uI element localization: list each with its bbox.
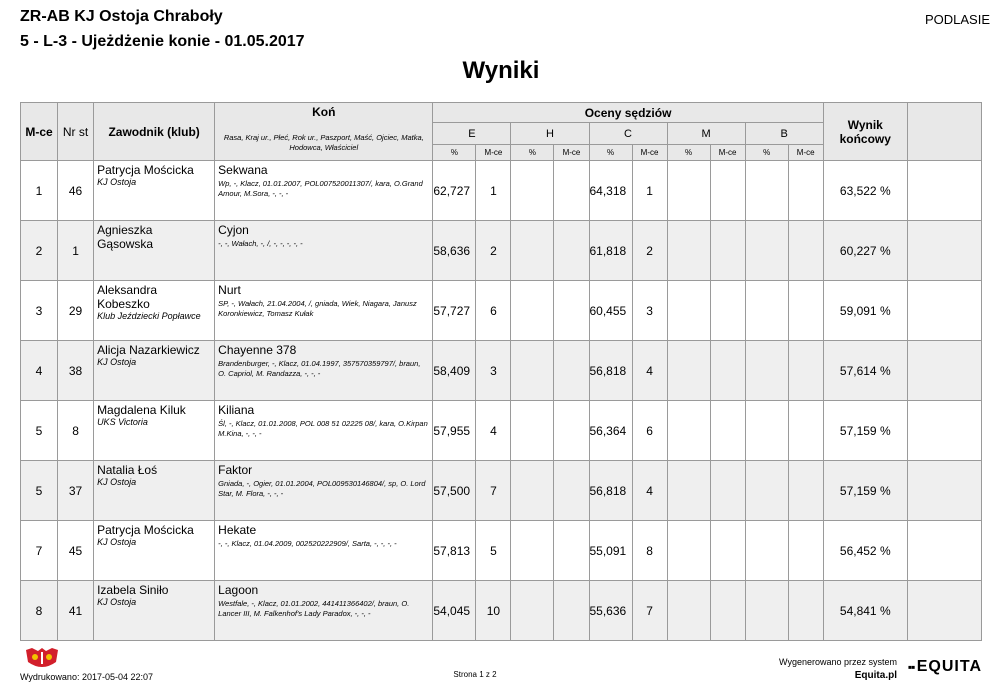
judge-c-header: C [589, 123, 667, 145]
score-m-place [710, 521, 745, 581]
horse-details: Brandenburger, -, Klacz, 01.04.1997, 357570359797/, braun, O. Capriol, M. Randazza, -, -, - [218, 359, 421, 378]
horse-cell [215, 461, 433, 521]
horse-name: Sekwana [218, 163, 268, 177]
rider-club: KJ Ostoja [97, 357, 137, 367]
col-empty-header [907, 103, 981, 161]
score-m-pct [667, 341, 710, 401]
score-b-place [788, 161, 823, 221]
score-e-place: 1 [476, 161, 511, 221]
horse-details: SP, -, Wałach, 21.04.2004, /, gniada, Wiek, Niagara, Janusz Koronkiewicz, Tomasz Kułak [218, 299, 417, 318]
rider-club: Klub Jeździecki Popławce [97, 311, 201, 321]
rider-cell [94, 221, 215, 281]
place-cell: 5 [21, 461, 58, 521]
empty-cell [907, 281, 981, 341]
empty-cell [907, 521, 981, 581]
score-e-pct: 58,636 [433, 221, 476, 281]
place-cell: 5 [21, 401, 58, 461]
score-c-place: 4 [632, 461, 667, 521]
judge-b-header: B [745, 123, 823, 145]
score-h-pct [511, 341, 554, 401]
nr-cell: 29 [58, 281, 94, 341]
rider-cell [94, 341, 215, 401]
page-number: Strona 1 z 2 [453, 670, 497, 679]
score-m-place [710, 461, 745, 521]
horse-cell [215, 221, 433, 281]
empty-cell [907, 581, 981, 641]
rider-cell [94, 281, 215, 341]
judge-h-place-label: M-ce [554, 145, 589, 161]
horse-cell [215, 401, 433, 461]
judge-e-pct-label: % [433, 145, 476, 161]
place-cell: 8 [21, 581, 58, 641]
score-h-pct [511, 521, 554, 581]
score-c-pct: 61,818 [589, 221, 632, 281]
event-organizer: ZR-AB KJ Ostoja Chraboły [20, 8, 223, 25]
score-h-pct [511, 161, 554, 221]
horse-details: -, -, Klacz, 01.04.2009, 002520222909/, Sarta, -, -, -, - [218, 539, 397, 548]
federation-logo-icon [22, 646, 62, 670]
score-c-pct: 55,091 [589, 521, 632, 581]
horse-name: Faktor [218, 463, 253, 477]
score-c-place: 2 [632, 221, 667, 281]
col-nr-header: Nr st [58, 103, 94, 161]
score-h-place [554, 161, 589, 221]
score-m-pct [667, 581, 710, 641]
judge-h-pct-label: % [511, 145, 554, 161]
place-cell: 2 [21, 221, 58, 281]
score-m-place [710, 581, 745, 641]
score-e-place: 10 [476, 581, 511, 641]
score-m-pct [667, 161, 710, 221]
final-result: 57,614 % [823, 341, 907, 401]
score-m-pct [667, 521, 710, 581]
horse-name: Nurt [218, 283, 241, 297]
col-place-header: M-ce [21, 103, 58, 161]
rider-club: KJ Ostoja [97, 477, 137, 487]
score-c-pct: 56,364 [589, 401, 632, 461]
score-b-place [788, 221, 823, 281]
horse-cell [215, 281, 433, 341]
score-c-place: 8 [632, 521, 667, 581]
score-b-place [788, 461, 823, 521]
score-m-pct [667, 221, 710, 281]
horse-name: Chayenne 378 [218, 343, 297, 357]
printed-timestamp: Wydrukowano: 2017-05-04 22:07 [20, 672, 154, 682]
generated-by: Wygenerowano przez system Equita.pl [779, 657, 897, 681]
score-c-pct: 56,818 [589, 341, 632, 401]
judge-b-pct-label: % [745, 145, 788, 161]
score-m-pct [667, 401, 710, 461]
rider-cell [94, 161, 215, 221]
final-result: 60,227 % [823, 221, 907, 281]
horse-cell [215, 581, 433, 641]
table-row [21, 401, 982, 461]
judge-m-pct-label: % [667, 145, 710, 161]
score-e-pct: 58,409 [433, 341, 476, 401]
site-link[interactable]: Equita.pl [854, 670, 897, 681]
score-e-place: 5 [476, 521, 511, 581]
judge-b-place-label: M-ce [788, 145, 823, 161]
score-h-place [554, 461, 589, 521]
nr-cell: 45 [58, 521, 94, 581]
table-row [21, 161, 982, 221]
rider-cell [94, 461, 215, 521]
score-m-place [710, 221, 745, 281]
score-c-pct: 55,636 [589, 581, 632, 641]
horse-cell [215, 161, 433, 221]
nr-cell: 41 [58, 581, 94, 641]
empty-cell [907, 161, 981, 221]
rider-club: UKS Victoria [97, 417, 148, 427]
score-m-place [710, 341, 745, 401]
page-title: Wyniki [462, 57, 540, 84]
score-h-pct [511, 281, 554, 341]
rider-name: Patrycja Mościcka [97, 163, 194, 177]
score-e-pct: 57,500 [433, 461, 476, 521]
horse-name: Lagoon [218, 583, 259, 597]
score-e-pct: 54,045 [433, 581, 476, 641]
score-e-place: 7 [476, 461, 511, 521]
judge-e-place-label: M-ce [476, 145, 511, 161]
score-b-pct [745, 161, 788, 221]
score-e-pct: 57,727 [433, 281, 476, 341]
horse-cell [215, 341, 433, 401]
table-row [21, 341, 982, 401]
rider-name: Alicja Nazarkiewicz [97, 343, 200, 357]
score-m-pct [667, 461, 710, 521]
region-label: PODLASIE [924, 12, 990, 27]
table-row [21, 221, 982, 281]
score-b-place [788, 581, 823, 641]
score-b-place [788, 341, 823, 401]
score-m-place [710, 161, 745, 221]
score-e-pct: 57,813 [433, 521, 476, 581]
results-table [20, 102, 982, 641]
score-b-pct [745, 581, 788, 641]
score-b-pct [745, 281, 788, 341]
score-b-place [788, 281, 823, 341]
score-m-place [710, 401, 745, 461]
judge-m-header: M [667, 123, 745, 145]
score-h-place [554, 341, 589, 401]
score-b-pct [745, 461, 788, 521]
horse-cell [215, 521, 433, 581]
empty-cell [907, 401, 981, 461]
score-b-pct [745, 401, 788, 461]
rider-name: Patrycja Mościcka [97, 523, 194, 537]
horse-details: -, -, Wałach, -, /, -, -, -, -, - [218, 239, 303, 248]
place-cell: 4 [21, 341, 58, 401]
place-cell: 3 [21, 281, 58, 341]
score-e-place: 3 [476, 341, 511, 401]
col-result-header: Wynik końcowy [823, 103, 907, 161]
final-result: 54,841 % [823, 581, 907, 641]
judge-c-pct-label: % [589, 145, 632, 161]
score-h-place [554, 281, 589, 341]
equita-logo: ▪▪ EQUITA [907, 658, 982, 675]
final-result: 63,522 % [823, 161, 907, 221]
final-result: 57,159 % [823, 461, 907, 521]
score-h-place [554, 221, 589, 281]
score-h-pct [511, 221, 554, 281]
col-judges-header: Oceny sędziów [433, 103, 823, 123]
score-c-place: 6 [632, 401, 667, 461]
rider-cell [94, 581, 215, 641]
score-h-pct [511, 461, 554, 521]
rider-club: KJ Ostoja [97, 597, 137, 607]
score-b-pct [745, 521, 788, 581]
place-cell: 1 [21, 161, 58, 221]
rider-club: KJ Ostoja [97, 177, 137, 187]
score-e-place: 2 [476, 221, 511, 281]
nr-cell: 38 [58, 341, 94, 401]
score-e-pct: 62,727 [433, 161, 476, 221]
judge-e-header: E [433, 123, 511, 145]
horse-name: Hekate [218, 523, 257, 537]
rider-name: Natalia Łoś [97, 463, 158, 477]
score-c-pct: 64,318 [589, 161, 632, 221]
score-c-place: 7 [632, 581, 667, 641]
score-e-place: 6 [476, 281, 511, 341]
score-h-place [554, 581, 589, 641]
competition-name: 5 - L-3 - Ujeżdżenie konie - 01.05.2017 [20, 33, 305, 50]
score-c-pct: 56,818 [589, 461, 632, 521]
table-row [21, 461, 982, 521]
judge-m-place-label: M-ce [710, 145, 745, 161]
empty-cell [907, 341, 981, 401]
place-cell: 7 [21, 521, 58, 581]
horse-details: Gniada, -, Ogier, 01.01.2004, POL009530146804/, sp, O. Lord Star, M. Flora, -, -, - [218, 479, 426, 498]
nr-cell: 8 [58, 401, 94, 461]
rider-name: Magdalena Kiluk [97, 403, 186, 417]
col-rider-header: Zawodnik (klub) [94, 103, 215, 161]
empty-cell [907, 461, 981, 521]
score-e-pct: 57,955 [433, 401, 476, 461]
score-e-place: 4 [476, 401, 511, 461]
horse-details: Westfale, -, Klacz, 01.01.2002, 441411366402/, braun, O. Lancer III, M. Falkenhof's Lady Paradox, -, -, - [218, 599, 410, 618]
horse-details: Śl, -, Klacz, 01.01.2008, POL 008 51 02225 08/, kara, O.Kirpan M.Kina, -, -, - [218, 419, 428, 438]
final-result: 57,159 % [823, 401, 907, 461]
final-result: 59,091 % [823, 281, 907, 341]
rider-name: Aleksandra Kobeszko [97, 283, 158, 311]
score-c-pct: 60,455 [589, 281, 632, 341]
score-c-place: 4 [632, 341, 667, 401]
rider-club: KJ Ostoja [97, 537, 137, 547]
nr-cell: 1 [58, 221, 94, 281]
horse-details: Wp, -, Klacz, 01.01.2007, POL007520011307/, kara, O.Grand Amour, M.Sora, -, -, - [218, 179, 423, 198]
horse-name: Cyjon [218, 223, 249, 237]
score-m-place [710, 281, 745, 341]
score-h-pct [511, 581, 554, 641]
score-b-place [788, 401, 823, 461]
judge-c-place-label: M-ce [632, 145, 667, 161]
horse-name: Kiliana [218, 403, 255, 417]
judge-h-header: H [511, 123, 589, 145]
final-result: 56,452 % [823, 521, 907, 581]
score-m-pct [667, 281, 710, 341]
rider-cell [94, 521, 215, 581]
empty-cell [907, 221, 981, 281]
score-h-place [554, 401, 589, 461]
score-c-place: 3 [632, 281, 667, 341]
nr-cell: 46 [58, 161, 94, 221]
col-horse-header: Koń Rasa, Kraj ur., Płeć, Rok ur., Paszport, Maść, Ojciec, Matka, Hodowca, Właściciel [215, 103, 433, 161]
table-row [21, 521, 982, 581]
score-h-place [554, 521, 589, 581]
score-c-place: 1 [632, 161, 667, 221]
table-row [21, 281, 982, 341]
rider-cell [94, 401, 215, 461]
table-row [21, 581, 982, 641]
rider-name: Agnieszka Gąsowska [97, 223, 154, 251]
rider-name: Izabela Siniło [97, 583, 169, 597]
score-b-pct [745, 341, 788, 401]
nr-cell: 37 [58, 461, 94, 521]
score-h-pct [511, 401, 554, 461]
score-b-place [788, 521, 823, 581]
score-b-pct [745, 221, 788, 281]
